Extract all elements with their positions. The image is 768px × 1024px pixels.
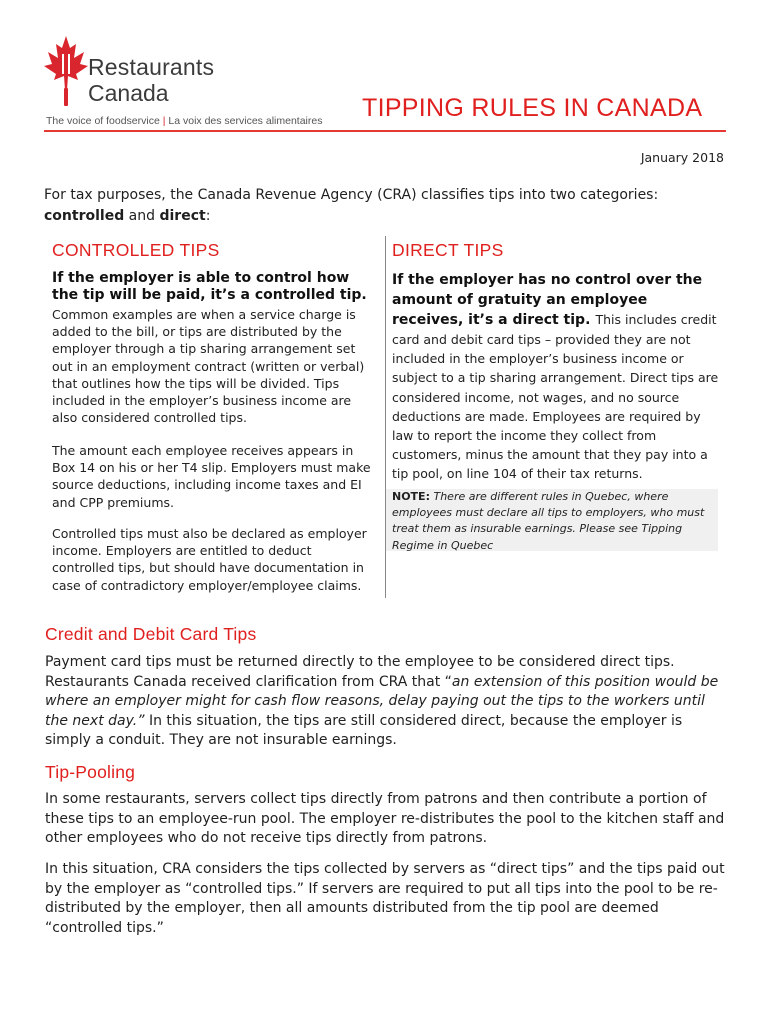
direct-tips-details: This includes credit card and debit card tips – provided they are not included in the employer’s business income or subject to a tip sharing arrangement. Direct tips are considered income, not wages, and no source deductions are made. Employees are required by law to report the income they collect from customers, minus the amount that they pay into a tip pool, on line 104 of their tax returns. (392, 312, 719, 482)
credit-debit-heading: Credit and Debit Card Tips (45, 624, 257, 644)
credit-text-1: Payment card tips must be returned directly to the employee to be considered direct tips. Restaurants Canada received clarification from CRA that “ (45, 654, 675, 690)
intro-colon: : (205, 208, 211, 224)
intro-paragraph (44, 185, 724, 227)
intro-text: For tax purposes, the Canada Revenue Agency (CRA) classifies tips into two categories: (44, 187, 659, 203)
logo-wordmark-line1: Restaurants (88, 54, 215, 80)
intro-direct: direct (159, 208, 206, 224)
direct-tips-heading: DIRECT TIPS (392, 240, 504, 260)
credit-debit-paragraph (45, 653, 729, 751)
quebec-note (386, 489, 718, 551)
tagline-french: La voix des services alimentaires (168, 115, 323, 127)
cra-quote: an extension of this position would be where an employer might for cash flow reasons, delay paying out the tips to the workers until the next day.” (45, 673, 719, 729)
credit-text-2: In this situation, the tips are still considered direct, because the employer is simply a conduit. They are not insurable earnings. (45, 712, 683, 748)
tagline-english: The voice of foodservice (46, 115, 160, 127)
document-title: TIPPING RULES IN CANADA (362, 94, 703, 122)
tip-pooling-paragraph-2: In this situation, CRA considers the tips collected by servers as “direct tips” and the tips paid out by the employer as “controlled tips.” If servers are required to put all tips into the pool to be re-distributed by the employer, then all amounts distributed from the tip pool are deemed “controlled tips.” (45, 861, 725, 936)
controlled-tips-lead: If the employer is able to control how the tip will be paid, it’s a controlled tip. (52, 270, 367, 303)
controlled-tips-declared: Controlled tips must also be declared as employer income. Employers are entitled to deduct controlled tips, but should have documentation in case of contradictory employer/employee claims. (52, 526, 367, 593)
note-label: NOTE: (392, 490, 430, 503)
direct-tips-lead: If the employer has no control over the amount of gratuity an employee receives, it’s a direct tip. (392, 272, 703, 328)
document-date: January 2018 (640, 150, 724, 165)
logo-tagline (46, 115, 322, 127)
controlled-tips-examples: Common examples are when a service charge is added to the bill, or tips are distributed by the employer through a tip sharing arrangement set out in an employment contract (written or verbal) that outlines how the tips will be divided. Tips included in the employer’s business income are also considered controlled tips. (52, 307, 365, 426)
note-text: There are different rules in Quebec, where employees must declare all tips to employers, who must treat them as insurable earnings. Please see Tipping Regime in Quebec (392, 490, 705, 552)
tagline-separator: | (162, 115, 166, 127)
intro-and: and (124, 208, 160, 224)
tip-pooling-heading: Tip-Pooling (45, 762, 136, 782)
direct-tips-text (392, 269, 722, 483)
tip-pooling-paragraph-1: In some restaurants, servers collect tips directly from patrons and then contribute a portion of these tips to an employee-run pool. The employer re-distributes the pool to the kitchen staff and other employees who do not receive tips directly from patrons. (45, 791, 725, 846)
controlled-tips-t4: The amount each employee receives appears in Box 14 on his or her T4 slip. Employers must make source deductions, including income taxes and EI and CPP premiums. (52, 443, 371, 510)
maple-leaf-fork-icon (44, 34, 88, 110)
controlled-tips-heading: CONTROLLED TIPS (52, 240, 220, 260)
intro-controlled: controlled (44, 208, 125, 224)
title-divider (44, 130, 726, 132)
logo-wordmark-line2: Canada (88, 80, 169, 106)
